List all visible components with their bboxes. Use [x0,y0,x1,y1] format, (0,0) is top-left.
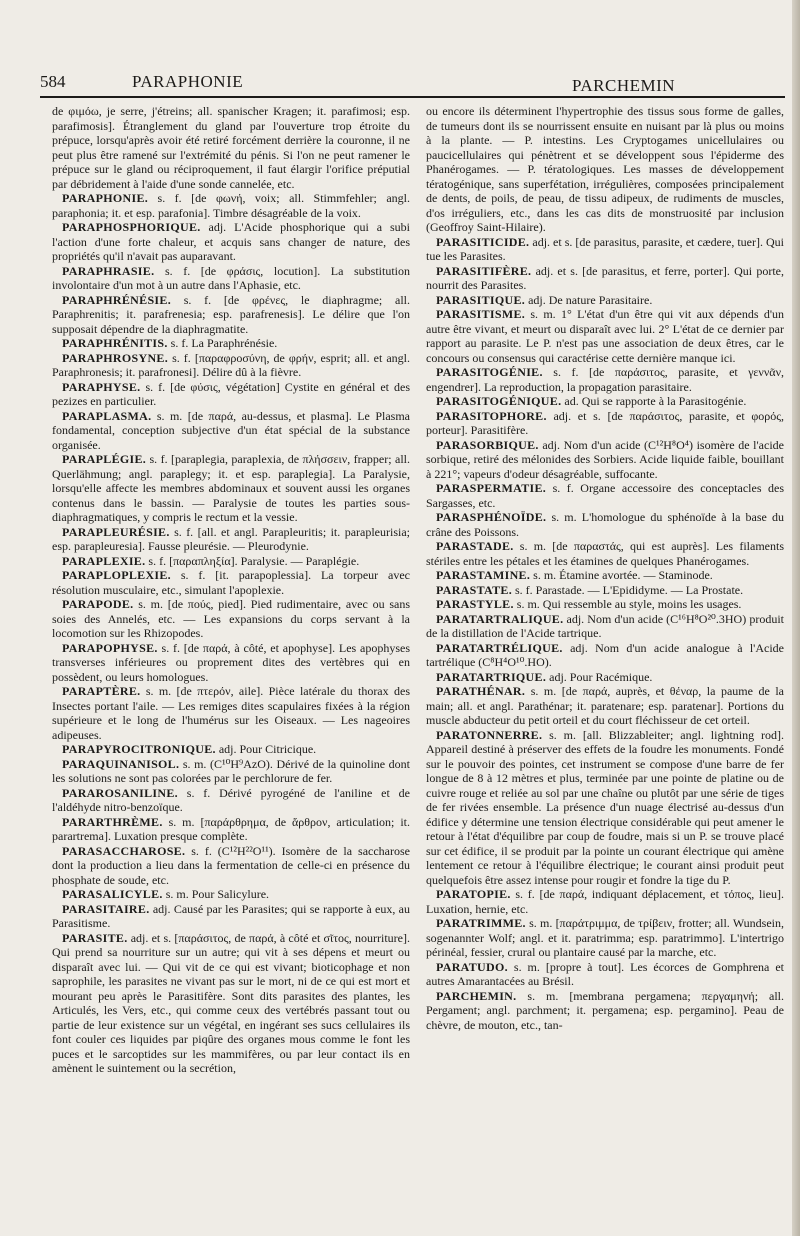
dictionary-entry [52,293,410,337]
entry-headword: PARCHEMIN. [436,988,517,1003]
entry-definition: s. f. [de φύσις, végétation] Cystite en général et des pezizes en particulier. [52,379,410,408]
entry-definition: de φιμόω, je serre, j'étreins; all. spanischer Kragen; it. parafimosi; esp. parafimosis]. Étranglement du gland par l'ouverture trop étroite du prépuce, lorsqu'après avoir été retiré forcément derrière la couronne, il ne peut plus être ramené sur l'extrémité du pénis. Si l'on ne peut ramener le prépuce sur le gland ou réciproquement, il faut élargir l'orifice préputial par débridement à l'aide d'une sonde cannelée, etc. [52,104,410,191]
entry-definition: s. f. (C¹²H²²O¹¹). Isomère de la saccharose dont la production a lieu dans la fermentation de celle-ci en présence du phosphate de soude, etc. [52,843,410,887]
entry-headword: PARASTATE. [436,582,513,597]
dictionary-entry [52,220,410,264]
dictionary-entry [426,597,784,612]
dictionary-entry [52,844,410,888]
entry-headword: PARAPODE. [62,597,134,611]
entry-definition: s. m. [παράτριμμα, de τρίβειν, frotter; all. Wundsein, sogenannter Wolf; angl. et it. paratrimma; esp. paratrimmo]. L'intertrigo périnéal, fessier, crural ou plantaire causé par la marche, etc. [426,916,784,959]
entry-headword: PARAQUINANISOL. [62,756,180,771]
dictionary-entry [52,191,410,220]
entry-definition: s. f. [all. et angl. Parapleuritis; it. parapleurisia; esp. parapleuresia]. Fausse pleurésie. — Pleurodynie. [52,524,410,553]
entry-definition: adj. et s. [de parasitus, et ferre, porter]. Qui porte, nourrit des Parasites. [426,263,784,292]
entry-headword: PARASITOPHORE. [436,408,547,423]
dictionary-entry [52,380,410,409]
entry-headword: PARAPHOSPHORIQUE. [62,220,201,234]
entry-headword: PARASACCHAROSE. [62,843,186,858]
dictionary-entry [426,481,784,510]
entry-definition: s. m. (C¹⁰H⁹AzO). Dérivé de la quinoline dont les solutions ne sont pas colorées par le perchlorure de fer. [52,756,410,785]
entry-headword: PARATUDO. [436,959,508,974]
entry-definition: s. m. [de πτερόν, aile]. Pièce latérale du thorax des Insectes portant l'aile. — Les remiges dites scapulaires fixées à la région supérieure et le long de l'humérus sur les Oiseaux. — Les nageoires adipeuses. [52,684,410,742]
dictionary-entry [426,409,784,438]
entry-definition: s. f. [de φωνή, voix; all. Stimmfehler; angl. paraphonia; it. et esp. parafonia]. Timbre désagréable de la voix. [52,191,410,220]
entry-headword: PARATARTRALIQUE. [436,611,564,626]
entry-definition: s. f. [de παρά, indiquant déplacement, et τόπος, lieu]. Luxation, hernie, etc. [426,887,784,916]
entry-headword: PARASITIFÈRE. [436,263,532,278]
left-running-title: PARAPHONIE [132,72,244,91]
entry-definition: s. m. Qui ressemble au style, moins les usages. [513,597,742,611]
dictionary-entry [52,684,410,742]
entry-definition: s. m. [de πούς, pied]. Pied rudimentaire, avec ou sans soies des Annelés, etc. — Les expansions du corps servant à la locomotion sur les Rhizopodes. [52,597,410,640]
entry-definition: adj. Causé par les Parasites; qui se rapporte à eux, au Parasitisme. [52,901,410,930]
dictionary-entry [426,684,784,728]
dictionary-entry [52,786,410,815]
entry-definition: s. f. [de φράσις, locution]. La substitution involontaire d'un mot à un autre dans l'Aphasie, etc. [52,263,410,292]
entry-headword: PARASTAMINE. [436,568,531,582]
entry-definition: adj. Nom d'un acide analogue à l'Acide tartrélique (C⁸H⁴O¹⁰.HO). [426,640,784,669]
entry-headword: PARAPLOPLEXIE. [62,568,171,582]
entry-headword: PARARTHRÈME. [62,814,163,829]
dictionary-entry [52,641,410,685]
entry-definition: s. m. [παράρθρημα, de ἄρθρον, articulation; it. parartrema]. Luxation presque complète. [52,814,410,843]
dictionary-entry [426,394,784,409]
dictionary-entry [426,887,784,916]
entry-definition: ad. Qui se rapporte à la Parasitogénie. [561,394,747,408]
dictionary-entry [426,641,784,670]
page-spine-edge [792,0,800,1236]
entry-headword: PARATONNERRE. [436,727,543,742]
entry-definition: s. f. [paraplegia, paraplexia, de πλήσσειν, frapper; all. Querlähmung; angl. paraplegy; it. et esp. paraplegia]. La Paralysie, lorsqu'elle affecte les membres abdominaux et souvent aussi les organes contenus dans le bassin. — Paralysie de toutes les parties sous-diaphragmatiques, y compris le rectum et la vessie. [52,452,410,524]
dictionary-entry [426,264,784,293]
dictionary-entry [426,539,784,568]
entry-definition: adj. Pour Citricique. [215,742,317,756]
dictionary-entry [426,365,784,394]
dictionary-entry [52,931,410,1076]
dictionary-entry [426,960,784,989]
entry-definition: s. f. Organe accessoire des conceptacles des Sargasses, etc. [426,481,784,510]
entry-headword: PARASTADE. [436,539,514,553]
entry-headword: PARATOPIE. [436,887,511,901]
entry-headword: PARAPOPHYSE. [62,640,158,655]
dictionary-entry [426,612,784,641]
entry-headword: PARAPLASMA. [62,408,152,423]
dictionary-entry [426,235,784,264]
dictionary-entry [52,409,410,453]
entry-definition: s. m. L'homologue du sphénoïde à la base du crâne des Poissons. [426,510,784,539]
dictionary-entry [52,597,410,641]
running-header [40,70,785,98]
dictionary-entry [426,916,784,960]
dictionary-entry [52,815,410,844]
entry-definition: adj. L'Acide phosphorique qui a subi l'action d'une forte chaleur, et acquis sans changer de nature, des propriétés qu'il n'avait pas auparavant. [52,220,410,263]
dictionary-entry [52,757,410,786]
entry-definition: s. m. [all. Blizzableiter; angl. lightning rod]. Appareil destiné à préserver des effets de la foudre les monuments. Fondé sur le pouvoir des pointes, cet instrument se compose d'une barre de fer longue de 8 à 12 mètres et plus, terminée par une pointe de platine ou de cuivre rouge et reliée au sol par une chaîne ou plutôt par une série de tiges de fer rivées ensemble. La présence d'un nuage électrisé au-dessus d'un édifice y détermine une tension électrique considérable qui peut amener le retour à l'état d'équilibre par coup de foudre, mais si un P. se trouve placé sur cet édifice, il se produit par la pointe un courant électrique qui amène lentement ce retour à l'équilibre électrique; le courant ainsi produit peut quelquefois être assez intense pour rougir et fondre la tige du P. [426,727,784,887]
dictionary-entry [426,583,784,598]
entry-definition: s. f. Dérivé pyrogéné de l'aniline et de l'aldéhyde nitro-benzoïque. [52,785,410,814]
dictionary-entry [426,728,784,888]
dictionary-entry [52,902,410,931]
entry-definition: s. f. Parastade. — L'Epididyme. — La Prostate. [512,582,744,597]
entry-definition: s. m. [propre à tout]. Les écorces de Gomphrena et autres Amarantacées au Brésil. [426,959,784,988]
entry-definition: adj. et s. [παράσιτος, de παρά, à côté et σῖτος, nourriture]. Qui prend sa nourriture sur un autre; qui vit à ses dépens et meurt ou disparaît avec lui. — Qui vit de ce qui est vivant; bioticophage et non saprophile, les parasites ne vivant pas sur le mort, ni de ce qui est mort et mourant peu après le Parasitifère. Sont dits parasites des plantes, les Articulés, les Vers, etc., qui comme ceux des vertébrés passant tout ou partie de leur existence sur un végétal, en ingérant ses sucs cellulaires ils font couler ces liquides par piqûre des organes mous comme le font les puces et le sarcoptides sur les mammifères, ou par leur contact ils en amènent le suintement ou la secrétion, [52,930,410,1075]
entry-definition: s. m. [de παραστάς, qui est auprès]. Les filaments stériles entre les pétales et les étamines de quelques Phanérogames. [426,539,784,568]
entry-definition: s. m. [membrana pergamena; περγαμηνή; all. Pergament; angl. parchment; it. pergamena; esp. pergamino]. Peau de chèvre, de mouton, etc., tan- [426,988,784,1032]
dictionary-entry [52,554,410,569]
entry-headword: PARASPERMATIE. [436,481,547,495]
entry-definition: s. m. Étamine avortée. — Staminode. [530,568,713,582]
dictionary-entry [52,336,410,351]
entry-definition: s. f. [de παράσιτος, parasite, et γεννᾶν, engendrer]. La reproduction, la propagation parasitaire. [426,365,784,394]
entry-definition: adj. Nom d'un acide (C¹⁶H⁸O²⁰.3HO) produit de la distillation de l'Acide tartrique. [426,611,784,640]
entry-headword: PARATARTRÉLIQUE. [436,640,563,655]
entry-headword: PARASALICYLE. [62,887,163,901]
entry-headword: PARAPHONIE. [62,191,149,205]
entry-definition: s. m. Pour Salicylure. [162,887,270,901]
dictionary-entry [426,293,784,308]
dictionary-entry [426,510,784,539]
dictionary-entry [426,568,784,583]
dictionary-entry [52,264,410,293]
dictionary-entry [426,307,784,365]
entry-headword: PARAPTÈRE. [62,684,141,698]
entry-headword: PARASORBIQUE. [436,437,539,452]
entry-headword: PARASITICIDE. [436,234,530,249]
entry-headword: PARAPLEURÉSIE. [62,524,170,539]
entry-definition: s. m. [de παρά, auprès, et θέναρ, la paume de la main; all. et angl. Parathénar; it. paratenare; esp. paratenar]. Portions du muscle abducteur du petit orteil et du court fléchisseur de cet orteil. [426,684,784,727]
entry-headword: PARASITOGÉNIQUE. [436,394,562,408]
dictionary-entry [52,568,410,597]
entry-headword: PARAPHRASIE. [62,263,155,278]
entry-headword: PARAPLÉGIE. [62,452,147,466]
dictionary-entry [426,989,784,1033]
entry-headword: PARASITAIRE. [62,901,150,916]
entry-definition: s. f. La Paraphrénésie. [167,336,278,350]
entry-headword: PARATARTRIQUE. [436,669,547,684]
entry-definition: s. m. [de παρά, au-dessus, et plasma]. Le Plasma fondamental, conception subjective d'un état spécial de la substance organisée. [52,408,410,452]
entry-headword: PARATRIMME. [436,916,526,930]
entry-headword: PARAROSANILINE. [62,785,178,800]
dictionary-entry [52,104,410,191]
entry-definition: ou encore ils déterminent l'hypertrophie des tissus sous forme de galles, de tumeurs dont ils se nourrissent ensuite en nuisant par là plus ou moins à la plante. — P. intestins. Les Cryptogames unicellulaires ou paucicellulaires qui pénètrent et se développent sous l'épiderme des Phanérogames. — P. tératologiques. Les masses de développement tératogénique, sans superfétation, irrégulières, composées principalement de dents, de poils, de peau, de tissu adipeux, de rudiments de muscles, d'os irréguliers, etc., dans les cas dits de monstruosité par inclusion (Geoffroy Saint-Hilaire). [426,104,784,234]
entry-headword: PARAPHRÉNÉSIE. [62,292,171,307]
entry-headword: PARAPHYSE. [62,379,141,394]
entry-headword: PARASITE. [62,930,128,945]
page-number: 584 [40,72,66,91]
entry-headword: PARASPHÉNOÏDE. [436,510,547,524]
dictionary-entry [426,104,784,235]
entry-headword: PARAPLEXIE. [62,553,146,568]
entry-headword: PARASITISME. [436,307,526,321]
dictionary-entry [52,742,410,757]
entry-definition: s. f. [it. parapoplessia]. La torpeur avec résolution musculaire, etc., simulant l'apoplexie. [52,568,410,597]
entry-definition: s. f. [de φρένες, le diaphragme; all. Paraphrenitis; it. parafrenesia; esp. parafrenesis]. Le délire que l'on supposait dépendre de la diaphragmatite. [52,292,410,336]
dictionary-entry [52,887,410,902]
left-column [52,104,410,1076]
entry-headword: PARASITIQUE. [436,292,526,307]
entry-definition: adj. Nom d'un acide (C¹²H⁸O⁴) isomère de l'acide sorbique, retiré des mélonides des Sorbiers. Acide liquide faible, bouillant à 221°; vapeurs d'odeur désagréable, suffocante. [426,437,784,481]
entry-definition: adj. Pour Racémique. [546,669,653,684]
right-running-title: PARCHEMIN [572,76,676,95]
right-column [426,104,784,1032]
entry-definition: s. f. [παραφροσύνη, de φρήν, esprit; all. et angl. Paraphronesis; it. parafronesi]. Délire dû à la fièvre. [52,350,410,379]
entry-headword: PARASITOGÉNIE. [436,365,543,379]
dictionary-entry [52,452,410,525]
entry-definition: adj. et s. [de parasitus, parasite, et cædere, tuer]. Qui tue les Parasites. [426,234,784,263]
dictionary-entry [52,525,410,554]
entry-headword: PARASTYLE. [436,597,514,611]
entry-definition: s. f. [παραπληξία]. Paralysie. — Paraplégie. [145,553,360,568]
entry-definition: adj. et s. [de παράσιτος, parasite, et φορός, porteur]. Parasitifère. [426,408,784,437]
entry-headword: PARAPYROCITRONIQUE. [62,742,216,756]
entry-definition: s. f. [de παρά, à côté, et apophyse]. Les apophyses transverses inférieures ou proprement dites des vertèbres qui en possèdent, ou leurs homologues. [52,640,410,684]
entry-headword: PARAPHROSYNE. [62,350,169,365]
entry-headword: PARATHÉNAR. [436,684,526,698]
dictionary-entry [426,670,784,685]
dictionary-entry [426,438,784,482]
entry-definition: s. m. 1° L'état d'un être qui vit aux dépends d'un autre être vivant, et meurt ou disparaît avec lui. 2° L'état de ce dernier par rapport au parasite. Le P. n'est pas une association de deux êtres, car le concours ou consensus qui caractérise cette dernière manque ici. [426,307,784,365]
dictionary-entry [52,351,410,380]
entry-headword: PARAPHRÉNITIS. [62,336,168,350]
entry-definition: adj. De nature Parasitaire. [525,292,653,307]
